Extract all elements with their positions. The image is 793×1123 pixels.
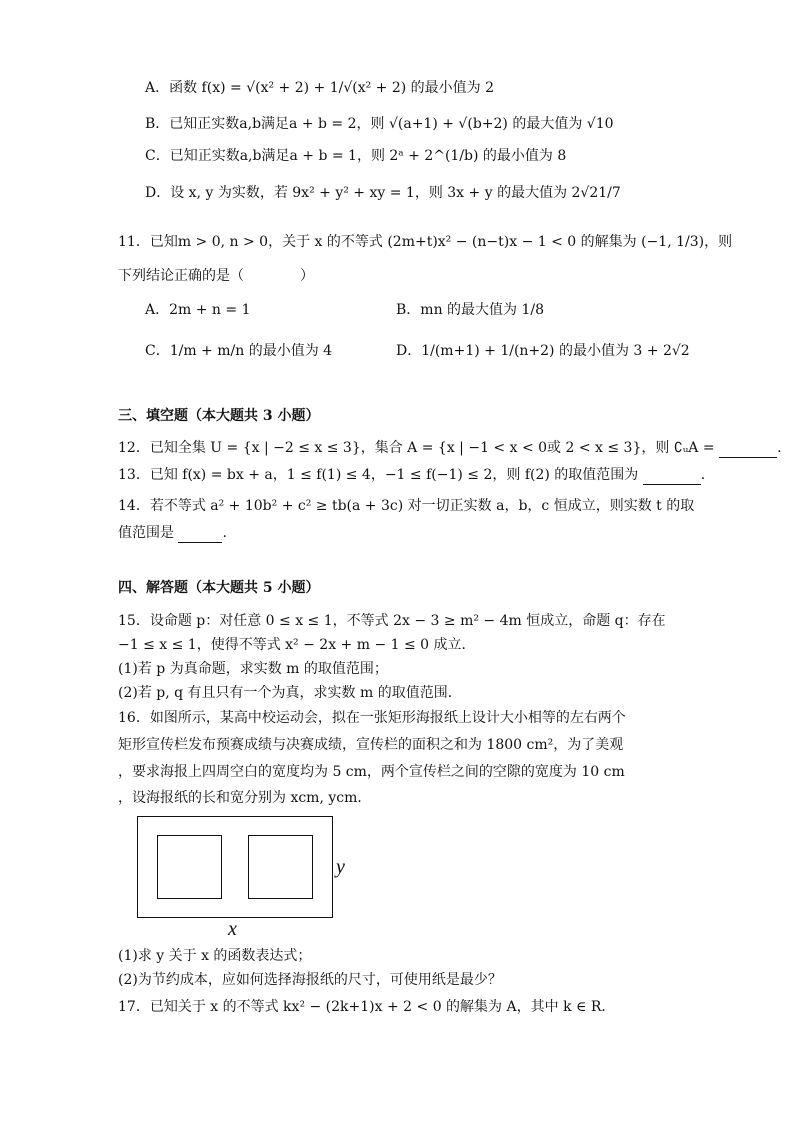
q15-part2: (2)若 p, q 有且只有一个为真，求实数 m 的取值范围． xyxy=(118,685,462,701)
q16-part1: (1)求 y 关于 x 的函数表达式； xyxy=(118,948,312,964)
q10-option-c: C．已知正实数a,b满足a + b = 1，则 2ᵃ + 2^(1/b) 的最小值为 8 xyxy=(145,148,567,164)
section3-title: 三、填空题（本大题共 3 小题） xyxy=(118,408,320,424)
q13-text: 13．已知 f(x) = bx + a，1 ≤ f(1) ≤ 4，−1 ≤ f(−1) ≤ 2，则 f(2) 的取值范围为 . xyxy=(118,467,706,483)
right-board xyxy=(248,835,313,899)
q11-option-b: B．mn 的最大值为 1/8 xyxy=(396,302,545,318)
q15-line2: −1 ≤ x ≤ 1，使得不等式 x² − 2x + m − 1 ≤ 0 成立． xyxy=(118,637,476,653)
q10-option-d: D．设 x, y 为实数，若 9x² + y² + xy = 1，则 3x + y 的最大值为 2√21/7 xyxy=(145,185,621,201)
q16-line3: ，要求海报上四周空白的宽度均为 5 cm，两个宣传栏之间的空隙的宽度为 10 cm xyxy=(118,764,625,780)
q15-part1: (1)若 p 为真命题，求实数 m 的取值范围； xyxy=(118,661,388,677)
q12-stem: 12．已知全集 U = {x | −2 ≤ x ≤ 3}，集合 A = {x | −1 < x < 0或 2 < x ≤ 3}，则 ∁ᵤA = xyxy=(118,440,715,456)
q10-option-b: B．已知正实数a,b满足a + b = 2，则 √(a+1) + √(b+2) 的最大值为 √10 xyxy=(145,116,614,132)
q14-line2: 值范围是 . xyxy=(118,525,227,541)
q15-line1: 15．设命题 p：对任意 0 ≤ x ≤ 1，不等式 2x − 3 ≥ m² − 4m 恒成立，命题 q：存在 xyxy=(118,613,666,629)
q16-line2: 矩形宣传栏发布预赛成绩与决赛成绩，宣传栏的面积之和为 1800 cm²，为了美观 xyxy=(118,737,624,753)
left-board xyxy=(157,835,222,899)
q11-option-d: D．1/(m+1) + 1/(n+2) 的最小值为 3 + 2√2 xyxy=(396,343,690,359)
q16-line4: ，设海报纸的长和宽分别为 xcm, ycm． xyxy=(118,790,372,806)
poster-figure xyxy=(137,816,333,918)
q10-option-a: A．函数 f(x) = √(x² + 2) + 1/√(x² + 2) 的最小值为 2 xyxy=(145,80,495,96)
q11-option-a: A．2m + n = 1 xyxy=(145,302,251,318)
figure-label-x: x xyxy=(228,918,237,940)
q13-answer-blank xyxy=(643,470,701,485)
q16-line1: 16．如图所示，某高中校运动会，拟在一张矩形海报纸上设计大小相等的左右两个 xyxy=(118,710,626,726)
figure-label-y: y xyxy=(336,856,345,878)
q14-stem-end: 值范围是 xyxy=(118,525,174,541)
q11-stem-line2: 下列结论正确的是（ ） xyxy=(118,268,314,284)
q13-stem: 13．已知 f(x) = bx + a，1 ≤ f(1) ≤ 4，−1 ≤ f(−1) ≤ 2，则 f(2) 的取值范围为 xyxy=(118,467,639,483)
q11-option-c: C．1/m + m/n 的最小值为 4 xyxy=(145,343,333,359)
q14-line1: 14．若不等式 a² + 10b² + c² ≥ tb(a + 3c) 对一切正实数 a，b，c 恒成立，则实数 t 的取 xyxy=(118,498,695,514)
q16-part2: (2)为节约成本，应如何选择海报纸的尺寸，可使用纸是最少？ xyxy=(118,972,502,988)
section4-title: 四、解答题（本大题共 5 小题） xyxy=(118,580,320,596)
q14-answer-blank xyxy=(178,528,222,543)
q12-answer-blank xyxy=(719,443,777,458)
q17-stem: 17．已知关于 x 的不等式 kx² − (2k+1)x + 2 < 0 的解集为 A，其中 k ∈ R． xyxy=(118,999,616,1015)
q11-stem-line1: 11．已知m > 0, n > 0，关于 x 的不等式 (2m+t)x² − (n−t)x − 1 < 0 的解集为 (−1, 1/3)，则 xyxy=(118,234,733,250)
q12-text: 12．已知全集 U = {x | −2 ≤ x ≤ 3}，集合 A = {x | −1 < x < 0或 2 < x ≤ 3}，则 ∁ᵤA = . xyxy=(118,440,782,456)
